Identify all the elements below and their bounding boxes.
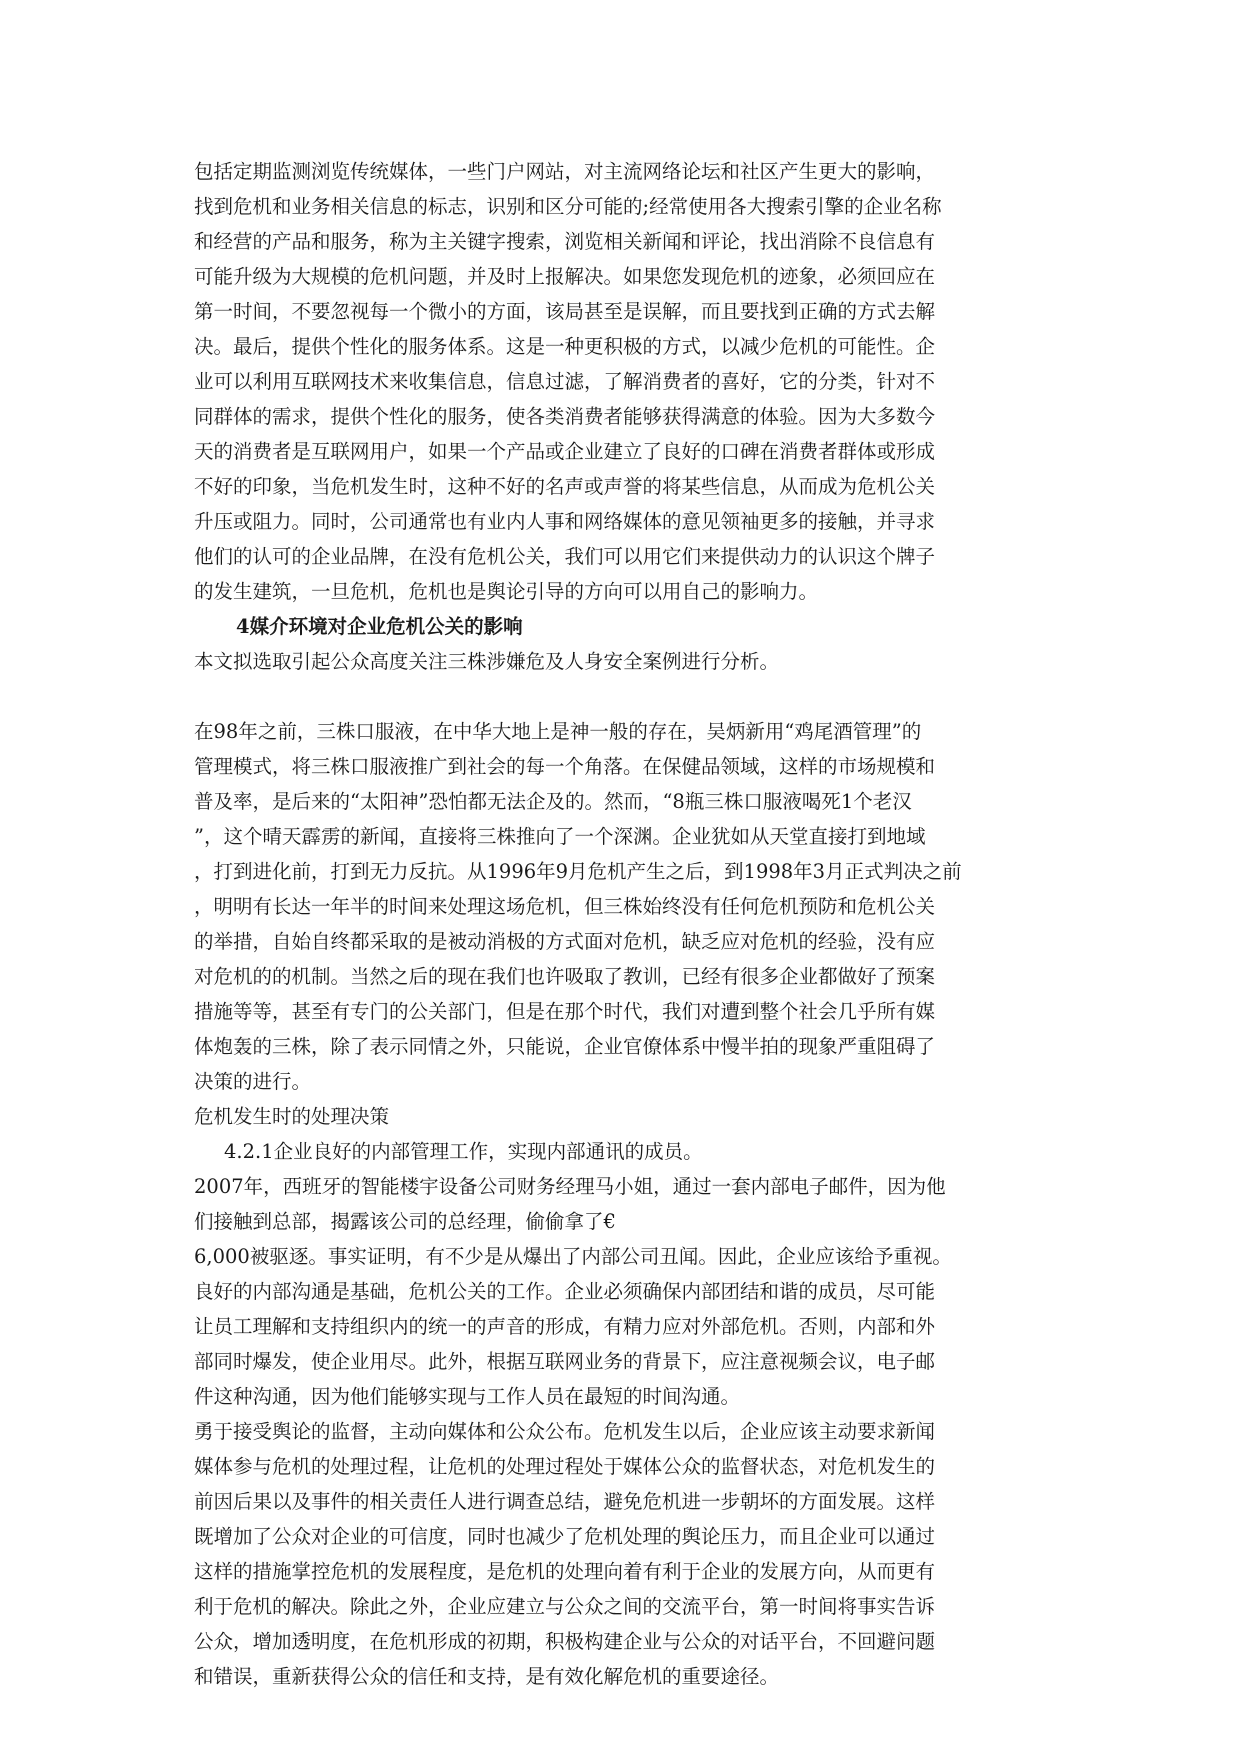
text-line: 这样的措施掌控危机的发展程度，是危机的处理向着有利于企业的发展方向，从而更有 [194, 1560, 936, 1583]
subheading-4-2-1: 4.2.1企业良好的内部管理工作，实现内部通讯的成员。 [224, 1140, 703, 1163]
text-line: ”，这个晴天霹雳的新闻，直接将三株推向了一个深渊。企业犹如从天堂直接打到地域 [194, 825, 926, 848]
document-page [194, 154, 1044, 1694]
blank-line [194, 679, 1044, 714]
text-line: 前因后果以及事件的相关责任人进行调查总结，避免危机进一步朝坏的方面发展。这样 [194, 1490, 936, 1513]
text-line: 勇于接受舆论的监督，主动向媒体和公众公布。危机发生以后，企业应该主动要求新闻 [194, 1420, 936, 1443]
text-line: 良好的内部沟通是基础，危机公关的工作。企业必须确保内部团结和谐的成员，尽可能 [194, 1280, 936, 1303]
text-line: 天的消费者是互联网用户，如果一个产品或企业建立了良好的口碑在消费者群体或形成 [194, 440, 936, 463]
text-line: 部同时爆发，使企业用尽。此外，根据互联网业务的背景下，应注意视频会议，电子邮 [194, 1350, 936, 1373]
text-line: ，明明有长达一年半的时间来处理这场危机，但三株始终没有任何危机预防和危机公关 [194, 895, 936, 918]
text-line: 利于危机的解决。除此之外，企业应建立与公众之间的交流平台，第一时间将事实告诉 [194, 1595, 936, 1618]
paragraph-internal-communication [194, 1169, 1044, 1414]
section-heading-4: 4媒介环境对企业危机公关的影响 [236, 615, 523, 638]
text-line: 公众，增加透明度，在危机形成的初期，积极构建企业与公众的对话平台，不回避问题 [194, 1630, 936, 1653]
paragraph-public-supervision [194, 1414, 1044, 1694]
text-line: 件这种沟通，因为他们能够实现与工作人员在最短的时间沟通。 [194, 1385, 741, 1408]
text-line: 和经营的产品和服务，称为主关键字搜索，浏览相关新闻和评论，找出消除不良信息有 [194, 230, 936, 253]
text-line: 的发生建筑，一旦危机，危机也是舆论引导的方向可以用自己的影响力。 [194, 580, 819, 603]
text-line: 措施等等，甚至有专门的公关部门，但是在那个时代，我们对遭到整个社会几乎所有媒 [194, 1000, 936, 1023]
text-line: 体炮轰的三株，除了表示同情之外，只能说，企业官僚体系中慢半拍的现象严重阻碍了 [194, 1035, 936, 1058]
text-line: 第一时间，不要忽视每一个微小的方面，该局甚至是误解，而且要找到正确的方式去解 [194, 300, 936, 323]
text-line: 的举措，自始自终都采取的是被动消极的方式面对危机，缺乏应对危机的经验，没有应 [194, 930, 936, 953]
text-line: 决策的进行。 [194, 1070, 312, 1093]
text-line: 业可以利用互联网技术来收集信息，信息过滤，了解消费者的喜好，它的分类，针对不 [194, 370, 936, 393]
text-line: 决。最后，提供个性化的服务体系。这是一种更积极的方式，以减少危机的可能性。企 [194, 335, 936, 358]
text-line: 他们的认可的企业品牌，在没有危机公关，我们可以用它们来提供动力的认识这个牌子 [194, 545, 936, 568]
text-line: 让员工理解和支持组织内的统一的声音的形成，有精力应对外部危机。否则，内部和外 [194, 1315, 936, 1338]
text-line: 6,000被驱逐。事实证明，有不少是从爆出了内部公司丑闻。因此，企业应该给予重视。 [194, 1245, 952, 1268]
text-line: 可能升级为大规模的危机问题，并及时上报解决。如果您发现危机的迹象，必须回应在 [194, 265, 936, 288]
subheading-crisis-decision: 危机发生时的处理决策 [194, 1105, 390, 1128]
text-line: ，打到进化前，打到无力反抗。从1996年9月危机产生之后，到1998年3月正式判决之前 [194, 860, 962, 883]
text-line: 媒体参与危机的处理过程，让危机的处理过程处于媒体公众的监督状态，对危机发生的 [194, 1455, 936, 1478]
paragraph-monitoring [194, 154, 1044, 609]
text-line: 同群体的需求，提供个性化的服务，使各类消费者能够获得满意的体验。因为大多数今 [194, 405, 936, 428]
text-line: 和错误，重新获得公众的信任和支持，是有效化解危机的重要途径。 [194, 1665, 780, 1688]
text-line: 们接触到总部，揭露该公司的总经理，偷偷拿了€ [194, 1210, 616, 1233]
text-line: 在98年之前，三株口服液，在中华大地上是神一般的存在，吴炳新用“鸡尾酒管理”的 [194, 720, 922, 743]
intro-text: 本文拟选取引起公众高度关注三株涉嫌危及人身安全案例进行分析。 [194, 650, 780, 673]
text-line: 不好的印象，当危机发生时，这种不好的名声或声誉的将某些信息，从而成为危机公关 [194, 475, 936, 498]
text-line: 包括定期监测浏览传统媒体，一些门户网站，对主流网络论坛和社区产生更大的影响， [194, 160, 936, 183]
text-line: 找到危机和业务相关信息的标志，识别和区分可能的;经常使用各大搜索引擎的企业名称 [194, 195, 942, 218]
text-line: 管理模式，将三株口服液推广到社会的每一个角落。在保健品领域，这样的市场规模和 [194, 755, 936, 778]
text-line: 既增加了公众对企业的可信度，同时也减少了危机处理的舆论压力，而且企业可以通过 [194, 1525, 936, 1548]
paragraph-sanzhu-case [194, 714, 1044, 1099]
text-line: 普及率，是后来的“太阳神”恐怕都无法企及的。然而，“8瓶三株口服液喝死1个老汉 [194, 790, 912, 813]
text-line: 2007年，西班牙的智能楼宇设备公司财务经理马小姐，通过一套内部电子邮件，因为他 [194, 1175, 946, 1198]
text-line: 升压或阻力。同时，公司通常也有业内人事和网络媒体的意见领袖更多的接触，并寻求 [194, 510, 936, 533]
text-line: 对危机的的机制。当然之后的现在我们也许吸取了教训，已经有很多企业都做好了预案 [194, 965, 936, 988]
